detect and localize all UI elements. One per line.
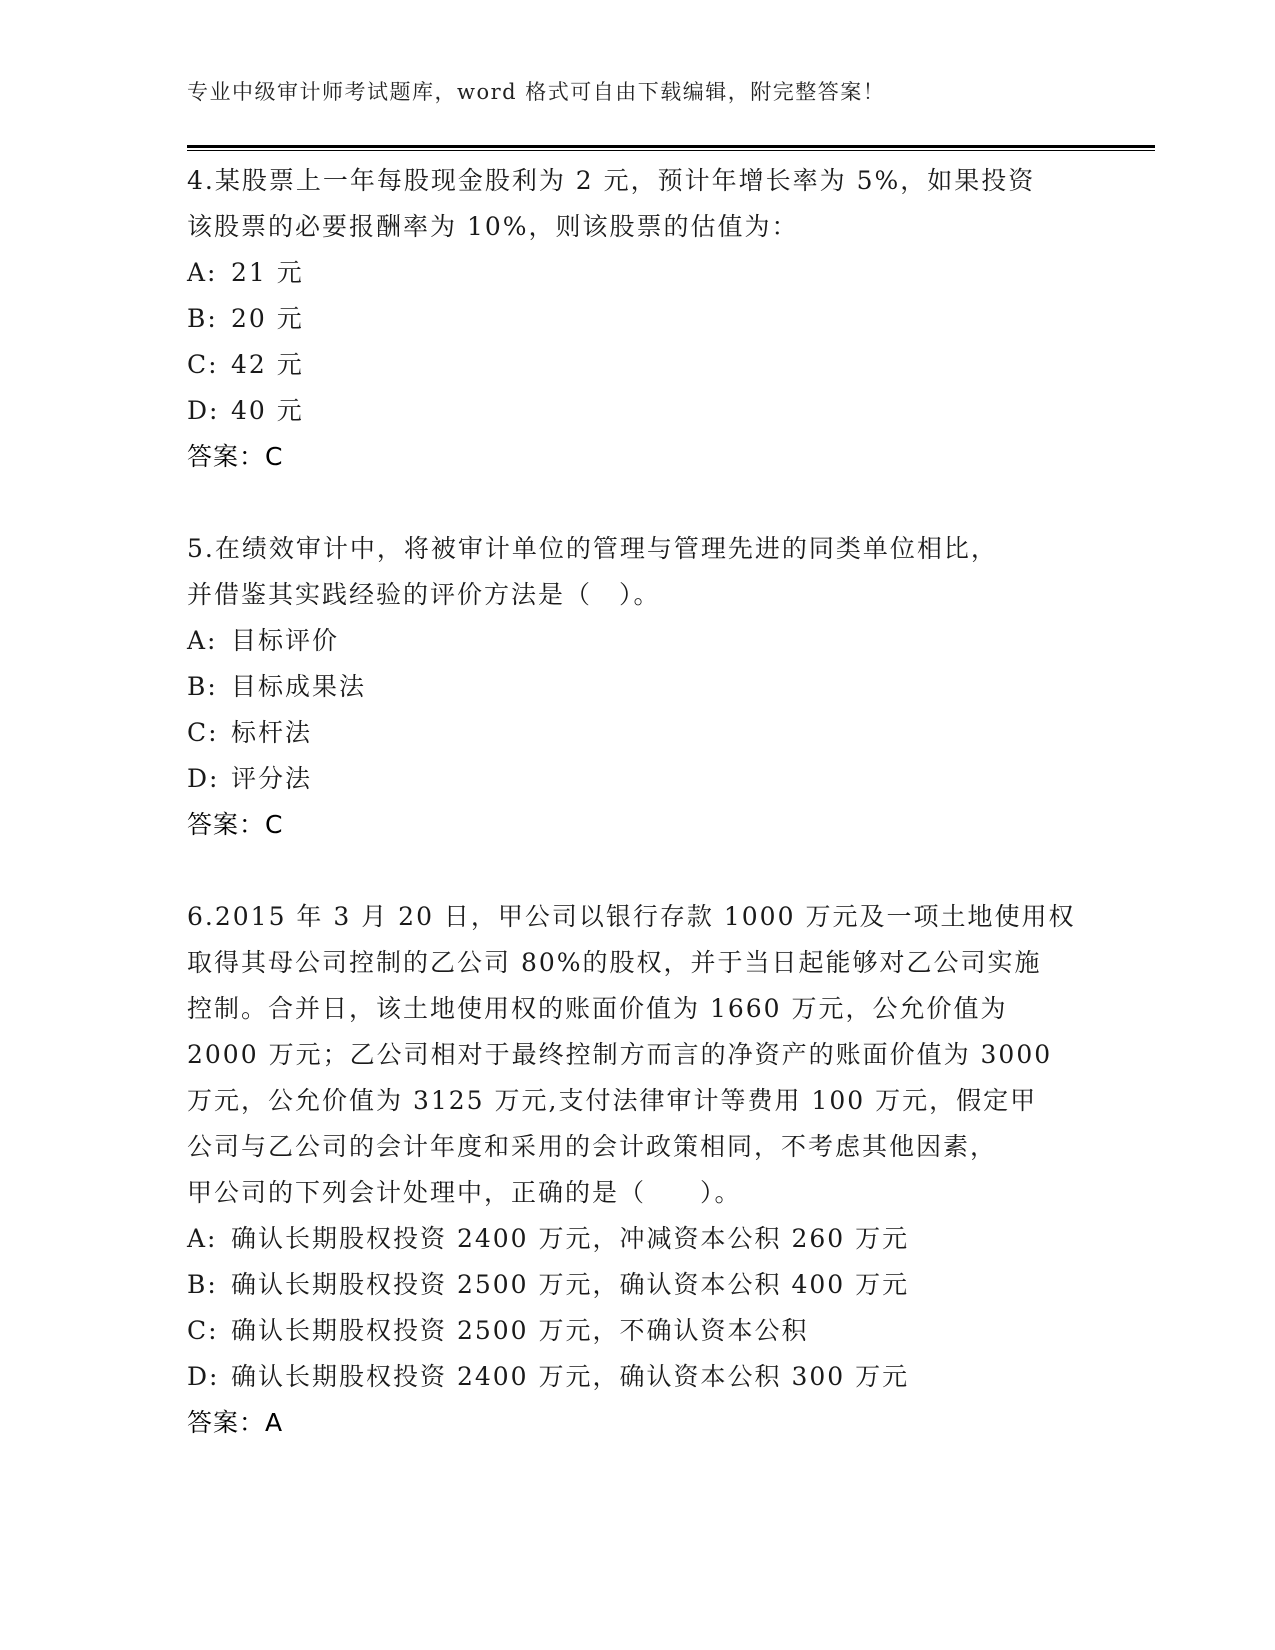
option-text: 目标成果法: [231, 672, 367, 701]
option-text: 标杆法: [231, 718, 313, 747]
option-text: 21 元: [231, 258, 304, 287]
option-key: A:: [187, 258, 218, 287]
answer-line: 答案：C: [187, 442, 284, 471]
question-text-line: 该股票的必要报酬率为 10%，则该股票的估值为：: [187, 212, 799, 241]
answer-line: 答案：A: [187, 1408, 284, 1437]
page-header: 专业中级审计师考试题库，word 格式可自由下载编辑，附完整答案！: [187, 80, 886, 104]
question-text-line: 取得其母公司控制的乙公司 80%的股权，并于当日起能够对乙公司实施: [187, 948, 1042, 977]
question-text-line: 公司与乙公司的会计年度和采用的会计政策相同，不考虑其他因素，: [187, 1132, 998, 1161]
question-text-line: 6.2015 年 3 月 20 日，甲公司以银行存款 1000 万元及一项土地使用权: [187, 902, 1076, 931]
option-d: [187, 1354, 1087, 1400]
option-b: [187, 1262, 1087, 1308]
question-5: [187, 526, 1087, 848]
option-key: C:: [187, 718, 219, 747]
spacer: [187, 848, 1087, 894]
question-text-line: 并借鉴其实践经验的评价方法是（ ）。: [187, 580, 661, 609]
option-text: 确认长期股权投资 2500 万元，不确认资本公积: [231, 1316, 809, 1345]
option-key: C:: [187, 350, 219, 379]
option-key: B:: [187, 672, 218, 701]
option-key: A:: [187, 1224, 218, 1253]
option-c: [187, 710, 1087, 756]
question-6: [187, 894, 1087, 1446]
option-key: C:: [187, 1316, 219, 1345]
question-text-line: 2000 万元；乙公司相对于最终控制方而言的净资产的账面价值为 3000: [187, 1040, 1053, 1069]
option-text: 20 元: [231, 304, 304, 333]
option-b: [187, 296, 1087, 342]
answer-line: 答案：C: [187, 810, 284, 839]
question-list: [187, 158, 1087, 1446]
option-key: B:: [187, 304, 218, 333]
question-text-line: 万元，公允价值为 3125 万元,支付法律审计等费用 100 万元，假定甲: [187, 1086, 1038, 1115]
option-text: 评分法: [231, 764, 313, 793]
option-text: 确认长期股权投资 2400 万元，确认资本公积 300 万元: [231, 1362, 910, 1391]
header-rule-thick: [187, 145, 1155, 148]
option-key: B:: [187, 1270, 218, 1299]
option-key: D:: [187, 764, 220, 793]
question-text-line: 甲公司的下列会计处理中，正确的是（ ）。: [187, 1178, 742, 1207]
option-c: [187, 342, 1087, 388]
option-c: [187, 1308, 1087, 1354]
option-key: D:: [187, 396, 220, 425]
option-a: [187, 618, 1087, 664]
option-a: [187, 250, 1087, 296]
option-text: 确认长期股权投资 2400 万元，冲减资本公积 260 万元: [231, 1224, 910, 1253]
option-d: [187, 756, 1087, 802]
option-d: [187, 388, 1087, 434]
option-key: A:: [187, 626, 218, 655]
question-text-line: 4.某股票上一年每股现金股利为 2 元，预计年增长率为 5%，如果投资: [187, 166, 1036, 195]
question-text-line: 5.在绩效审计中，将被审计单位的管理与管理先进的同类单位相比，: [187, 534, 998, 563]
option-text: 确认长期股权投资 2500 万元，确认资本公积 400 万元: [231, 1270, 910, 1299]
option-key: D:: [187, 1362, 220, 1391]
option-a: [187, 1216, 1087, 1262]
spacer: [187, 480, 1087, 526]
option-b: [187, 664, 1087, 710]
option-text: 40 元: [231, 396, 304, 425]
option-text: 目标评价: [231, 626, 340, 655]
question-text-line: 控制。合并日，该土地使用权的账面价值为 1660 万元，公允价值为: [187, 994, 1008, 1023]
question-4: [187, 158, 1087, 480]
option-text: 42 元: [231, 350, 304, 379]
header-rule-thin: [187, 150, 1155, 151]
